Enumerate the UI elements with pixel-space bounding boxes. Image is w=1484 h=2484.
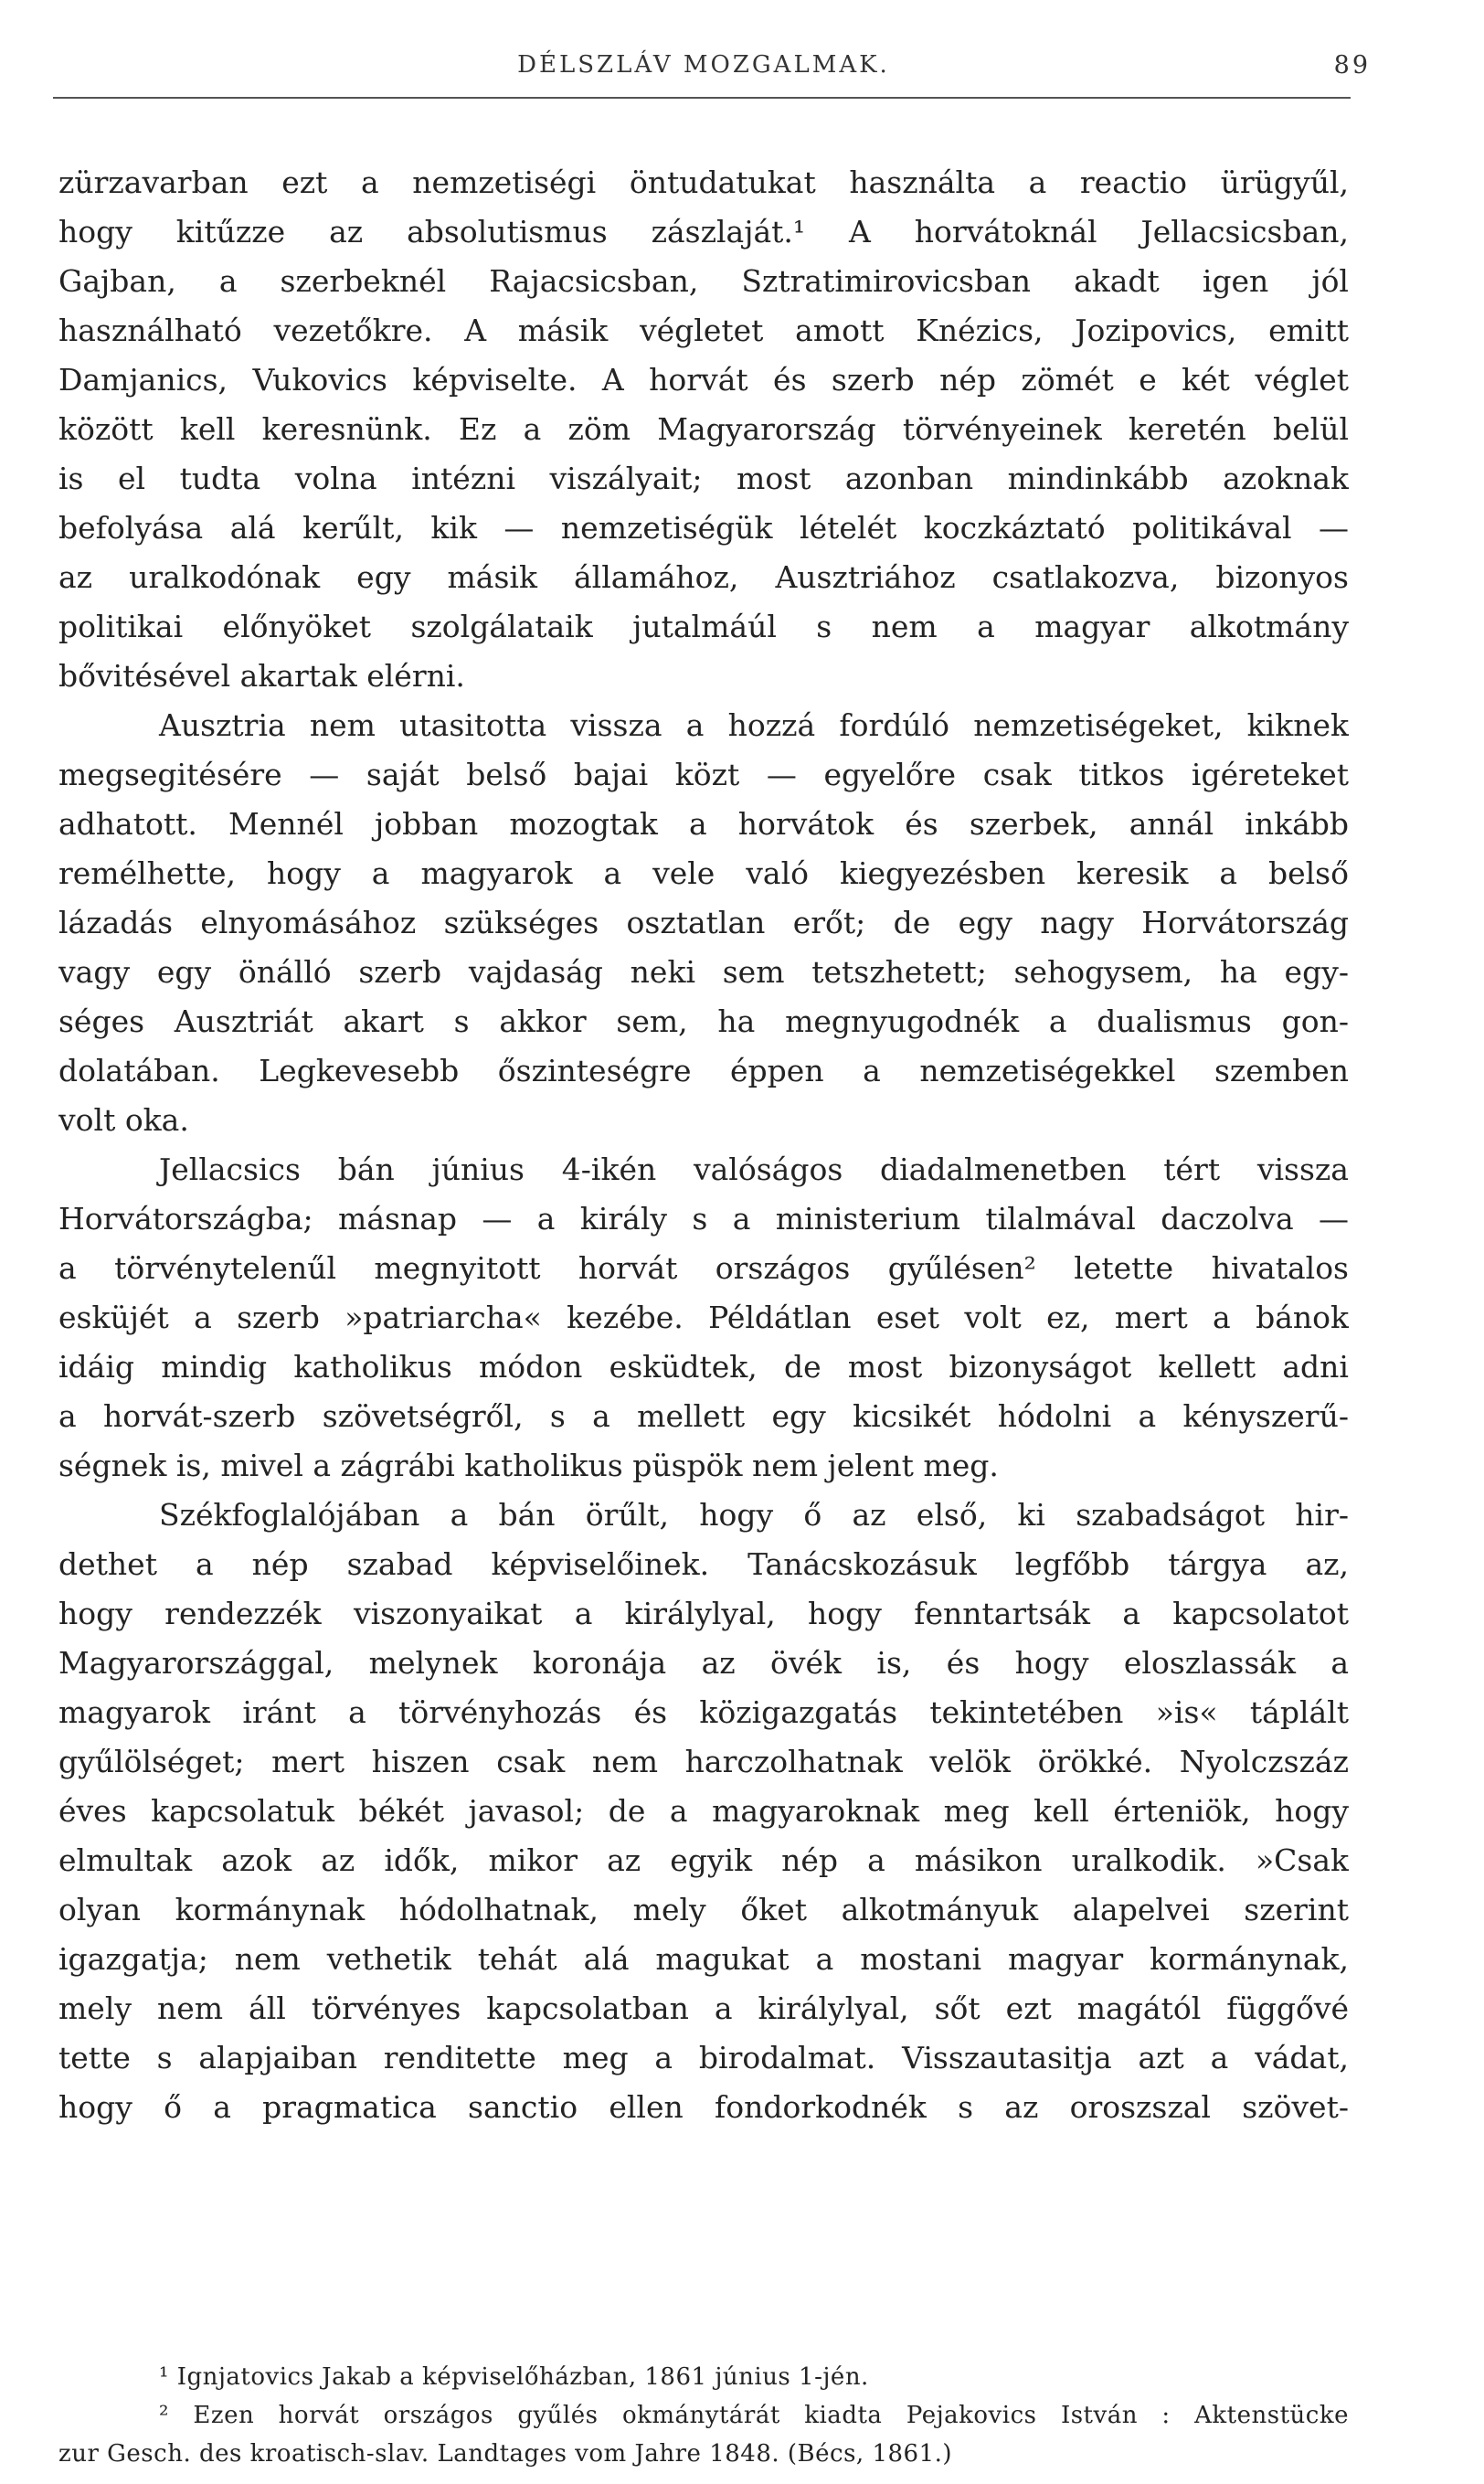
text-line: között kell keresnünk. Ez a zöm Magyarország törvényeinek keretén belül <box>58 411 1349 447</box>
text-line: hogy rendezzék viszonyaikat a királylyal, hogy fenntartsák a kapcsolatot <box>58 1596 1349 1631</box>
text-line: Horvátországba; másnap — a király s a ministerium tilalmával daczolva — <box>58 1201 1349 1237</box>
text-line: Gajban, a szerbeknél Rajacsicsban, Sztratimirovicsban akadt igen jól <box>58 263 1349 299</box>
footnote-2-continued: zur Gesch. des kroatisch-slav. Landtages vom Jahre 1848. (Bécs, 1861.) <box>58 2440 953 2468</box>
footnote-2: ² Ezen horvát országos gyűlés okmánytárát kiadta Pejakovics István : Aktenstücke <box>159 2402 1349 2429</box>
text-line: igazgatja; nem vethetik tehát alá magukat a mostani magyar kormánynak, <box>58 1941 1349 1977</box>
text-line: dethet a nép szabad képviselőinek. Tanácskozásuk legfőbb tárgya az, <box>58 1546 1349 1582</box>
text-line: a törvénytelenűl megnyitott horvát országos gyűlésen² letette hivatalos <box>58 1250 1349 1286</box>
text-line: Magyarországgal, melynek koronája az övék is, és hogy eloszlassák a <box>58 1645 1349 1681</box>
text-line: dolatában. Legkevesebb őszinteségre éppen a nemzetiségekkel szemben <box>58 1053 1349 1088</box>
running-title: DÉLSZLÁV MOZGALMAK. <box>517 51 890 79</box>
page-number: 89 <box>1333 51 1371 80</box>
running-head <box>55 51 1371 88</box>
text-line: gyűlölséget; mert hiszen csak nem harczolhatnak velök örökké. Nyolczszáz <box>58 1744 1349 1779</box>
text-line: Székfoglalójában a bán örűlt, hogy ő az első, ki szabadságot hir- <box>159 1497 1349 1533</box>
text-line: olyan kormánynak hódolhatnak, mely őket alkotmányuk alapelvei szerint <box>58 1892 1349 1927</box>
text-line: az uralkodónak egy másik államához, Ausztriához csatlakozva, bizonyos <box>58 559 1349 595</box>
text-line: politikai előnyöket szolgálataik jutalmáúl s nem a magyar alkotmány <box>58 609 1349 644</box>
text-line: ségnek is, mivel a zágrábi katholikus püspök nem jelent meg. <box>58 1448 999 1483</box>
body-text <box>58 158 1349 2132</box>
text-line: éves kapcsolatuk békét javasol; de a magyaroknak meg kell érteniök, hogy <box>58 1793 1349 1829</box>
text-line: vagy egy önálló szerb vajdaság neki sem tetszhetett; sehogysem, ha egy- <box>58 954 1349 990</box>
text-line: is el tudta volna intézni viszályait; most azonban mindinkább azoknak <box>58 461 1349 496</box>
text-line: remélhette, hogy a magyarok a vele való kiegyezésben keresik a belső <box>58 855 1349 891</box>
text-line: magyarok iránt a törvényhozás és közigazgatás tekintetében »is« táplált <box>58 1694 1349 1730</box>
text-line: esküjét a szerb »patriarcha« kezébe. Példátlan eset volt ez, mert a bánok <box>58 1300 1349 1335</box>
text-line: megsegitésére — saját belső bajai közt — egyelőre csak titkos igéreteket <box>58 757 1349 792</box>
text-line: adhatott. Mennél jobban mozogtak a horvátok és szerbek, annál inkább <box>58 806 1349 842</box>
text-line: használható vezetőkre. A másik végletet amott Knézics, Jozipovics, emitt <box>58 313 1349 348</box>
text-line: séges Ausztriát akart s akkor sem, ha megnyugodnék a dualismus gon- <box>58 1003 1349 1039</box>
text-line: hogy kitűzze az absolutismus zászlaját.¹ A horvátoknál Jellacsicsban, <box>58 214 1349 249</box>
text-line: bővitésével akartak elérni. <box>58 658 465 694</box>
text-line: idáig mindig katholikus módon esküdtek, de most bizonyságot kellett adni <box>58 1349 1349 1385</box>
text-line: zürzavarban ezt a nemzetiségi öntudatukat használta a reactio ürügyűl, <box>58 165 1349 200</box>
text-line: elmultak azok az idők, mikor az egyik nép a másikon uralkodik. »Csak <box>58 1842 1349 1878</box>
text-line: volt oka. <box>58 1102 189 1138</box>
text-line: tette s alapjaiban renditette meg a birodalmat. Visszautasitja azt a vádat, <box>58 2040 1349 2075</box>
text-line: Ausztria nem utasitotta vissza a hozzá fordúló nemzetiségeket, kiknek <box>159 707 1349 743</box>
text-line: lázadás elnyomásához szükséges osztatlan erőt; de egy nagy Horvátország <box>58 905 1349 940</box>
header-rule <box>53 97 1351 99</box>
text-line: Jellacsics bán június 4-ikén valóságos diadalmenetben tért vissza <box>159 1152 1349 1187</box>
footnotes <box>58 2358 1349 2473</box>
text-line: befolyása alá kerűlt, kik — nemzetiségük lételét koczkáztató politikával — <box>58 510 1349 546</box>
text-line: hogy ő a pragmatica sanctio ellen fondorkodnék s az oroszszal szövet- <box>58 2089 1349 2125</box>
text-line: a horvát-szerb szövetségről, s a mellett egy kicsikét hódolni a kényszerű- <box>58 1398 1349 1434</box>
text-line: mely nem áll törvényes kapcsolatban a királylyal, sőt ezt magától függővé <box>58 1990 1349 2026</box>
text-line: Damjanics, Vukovics képviselte. A horvát és szerb nép zömét e két véglet <box>58 362 1349 398</box>
footnote-1: ¹ Ignjatovics Jakab a képviselőházban, 1861 június 1-jén. <box>159 2363 869 2391</box>
